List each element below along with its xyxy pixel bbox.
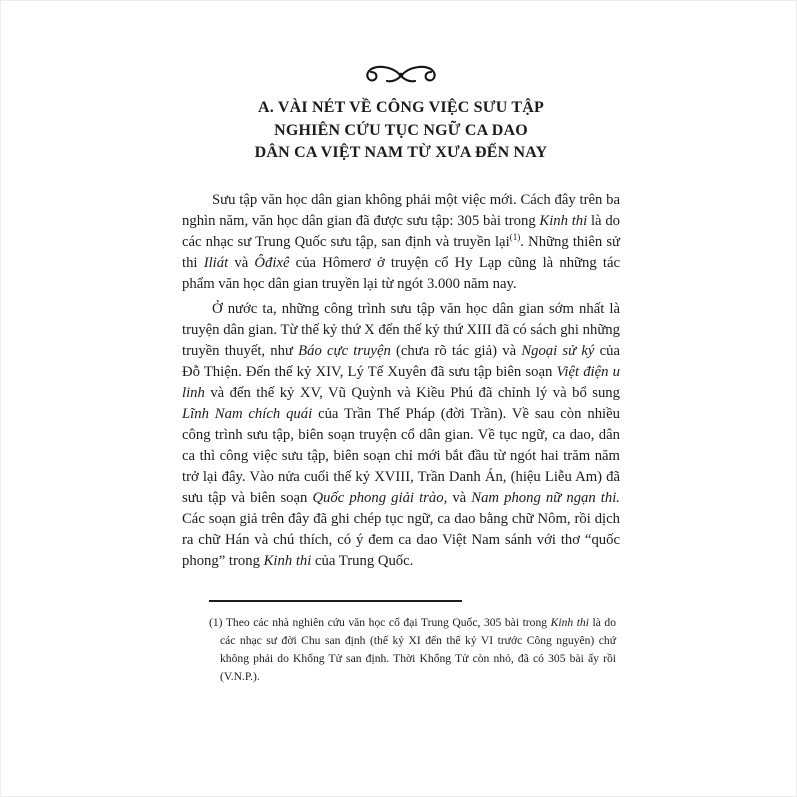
text-segment: là do các nhạc sư Trung Quốc sưu tập, san định và truyền lại — [182, 213, 621, 251]
paragraph-1 — [182, 190, 620, 295]
chapter-heading-line-2: NGHIÊN CỨU TỤC NGỮ CA DAO — [274, 121, 528, 139]
text-segment: Ở nước ta, những công trình sưu tập văn học dân gian sớm nhất là truyện dân gian. Từ thế kỷ thứ X đến thế kỷ thứ XIII đã có sách ghi những truyền thuyết, như — [182, 301, 620, 360]
text-segment: và đến thế kỷ XV, Vũ Quỳnh và Kiều Phú đã chỉnh lý và bổ sung — [204, 385, 620, 402]
text-segment: và — [447, 490, 472, 507]
text-segment: Ôđixê — [254, 255, 290, 272]
text-segment: Kinh thi — [550, 616, 589, 630]
text-segment: Các soạn giả trên đây đã ghi chép tục ngữ, ca dao bằng chữ Nôm, rồi dịch ra chữ Hán và chú thích, có ý đem ca dao Việt Nam sánh với thơ “quốc phong” trong — [182, 511, 620, 570]
text-segment: Quốc phong giải trào, — [312, 490, 448, 507]
paragraph-2 — [182, 299, 620, 572]
text-segment: và — [228, 255, 255, 272]
chapter-heading-line-3: DÂN CA VIỆT NAM TỪ XƯA ĐẾN NAY — [254, 144, 548, 162]
text-segment: (1) — [509, 232, 521, 243]
text-segment: (1) Theo các nhà nghiên cứu văn học cổ đại Trung Quốc, 305 bài trong — [209, 616, 551, 630]
body-text — [182, 190, 620, 572]
text-segment: Kinh thi — [539, 213, 588, 230]
text-segment: Nam phong nữ ngạn thi. — [471, 490, 620, 507]
text-segment: của Đỗ Thiện. Đến thế kỷ XIV, Lý Tế Xuyên đã sưu tập biên soạn — [182, 343, 620, 381]
text-segment: Việt điện u linh — [182, 364, 620, 402]
text-segment: Ngoại sử ký — [521, 343, 595, 360]
text-segment: (chưa rõ tác giả) và — [390, 343, 522, 360]
text-segment: của Hômerơ ở truyện cổ Hy Lạp cũng là những tác phẩm văn học dân gian truyền lại từ ngót 3.000 năm nay. — [182, 255, 620, 293]
text-segment: Kinh thi — [263, 553, 312, 570]
page-content — [182, 61, 620, 686]
text-segment: là do các nhạc sư đời Chu san định (thế kỷ XI đến thế kỷ VI trước Công nguyên) chứ không phải do Khổng Tử san định. Thời Khổng Tử còn nhỏ, đã có 305 bài ấy rồi (V.N.P.). — [220, 616, 617, 684]
chapter-heading-line-1: A. VÀI NÉT VỀ CÔNG VIỆC SƯU TẬP — [258, 99, 544, 116]
text-segment: Sưu tập văn học dân gian không phải một việc mới. Cách đây trên ba nghìn năm, văn học dân gian đã được sưu tập: 305 bài trong — [182, 192, 620, 230]
flourish-ornament — [182, 61, 620, 89]
flourish-icon — [356, 61, 446, 89]
text-segment: Iliát — [203, 255, 229, 272]
text-segment: của Trần Thế Pháp (đời Trần). Về sau còn nhiều công trình sưu tập, biên soạn truyện cổ dân gian. Về tục ngữ, ca dao, dân ca thì công việc sưu tập, biên soạn chỉ mới bắt đầu từ ngót hai trăm năm trở lại đây. Vào nửa cuối thế kỷ XVIII, Trần Danh Án, (hiệu Liễu Am) đã sưu tập và biên soạn — [182, 406, 620, 507]
footnote — [182, 614, 620, 686]
text-segment: Báo cực truyện — [298, 343, 391, 360]
text-segment: Lĩnh Nam chích quái — [182, 406, 313, 423]
chapter-heading — [182, 97, 620, 165]
footnote-separator — [209, 600, 462, 602]
text-segment: của Trung Quốc. — [311, 553, 414, 570]
text-segment: . Những thiên sử thi — [182, 234, 620, 272]
